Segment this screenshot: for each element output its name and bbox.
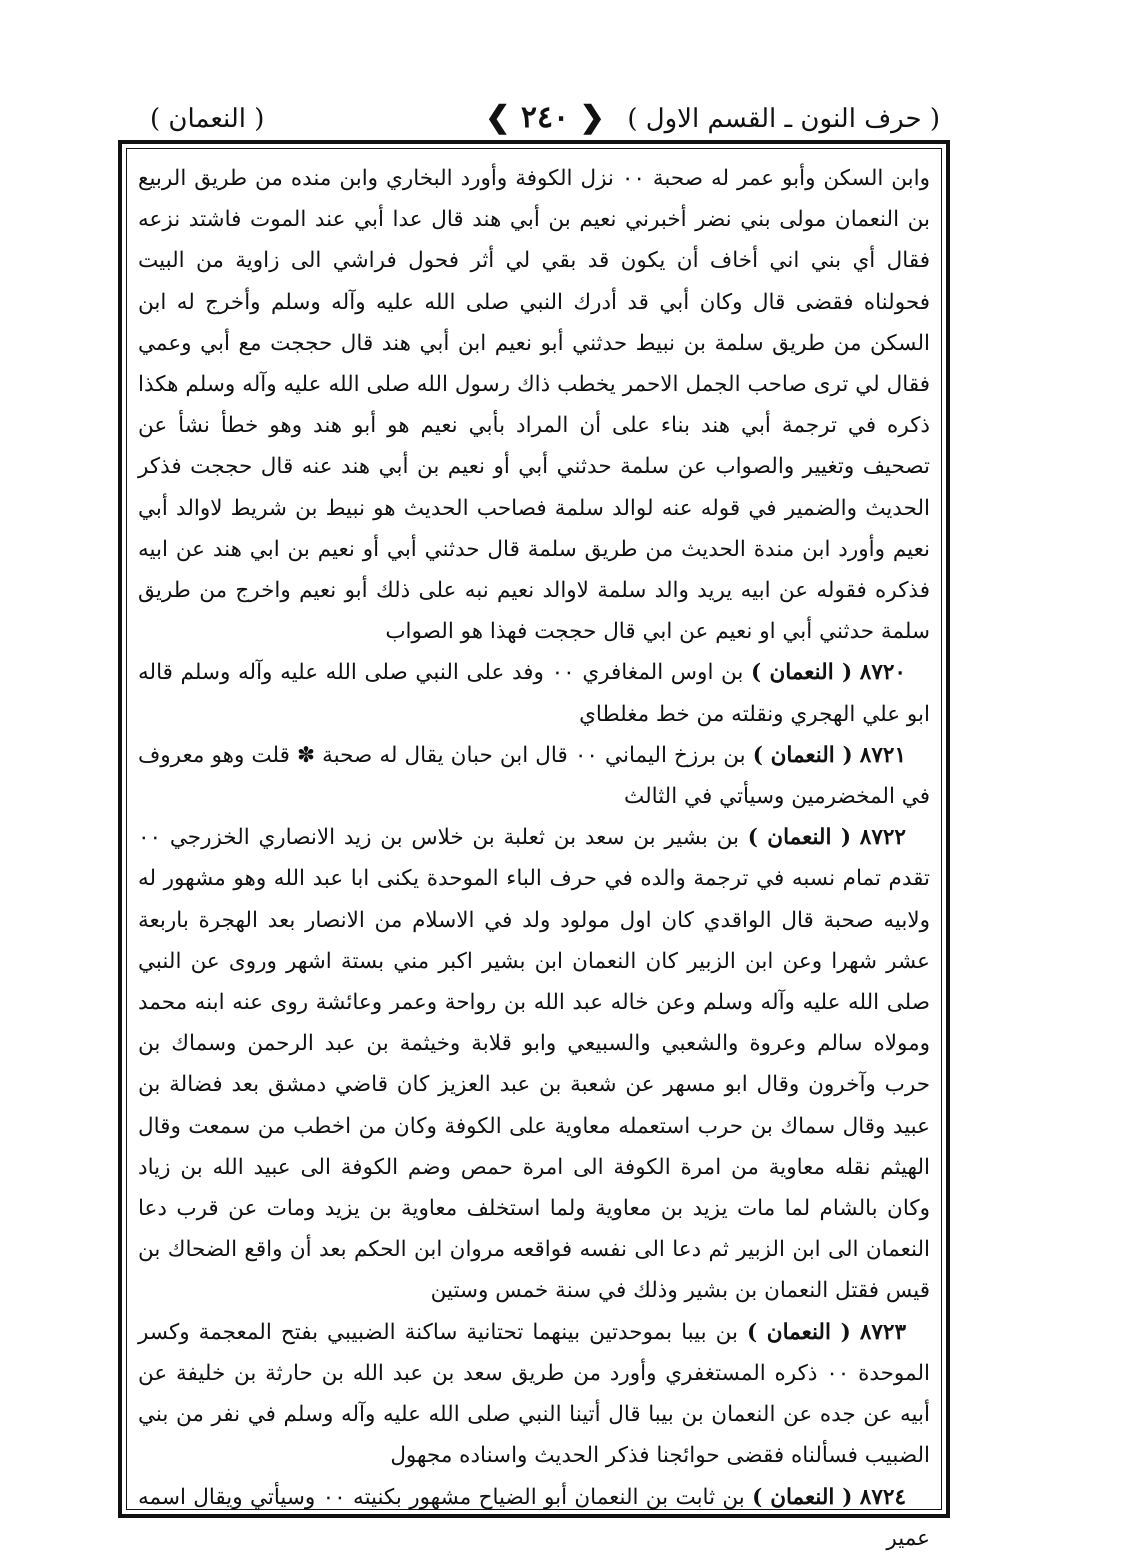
entry-8720 [138, 652, 930, 734]
entry-name: ( النعمان ) [752, 742, 853, 768]
entry-name: ( النعمان ) [751, 660, 853, 686]
page-body [138, 158, 930, 1559]
entry-8724 [138, 1477, 930, 1559]
continuation-paragraph: وابن السكن وأبو عمر له صحبة ٠٠ نزل الكوفة وأورد البخاري وابن منده من طريق الربيع بن النعمان مولى بني نضر أخبرني نعيم بن أبي هند قال عدا أبي عند الموت فاشتد نزعه فقال أي بني اني أخاف أن يكون قد بقي لي أثر فحول فراشي الى زاوية من البيت فحولناه فقضى قال وكان أبي قد أدرك النبي صلى الله عليه وآله وسلم وأخرج له ابن السكن من طريق سلمة بن نبيط حدثني أبو نعيم ابن أبي هند قال حججت مع أبي وعمي فقال لي ترى صاحب الجمل الاحمر يخطب ذاك رسول الله صلى الله عليه وآله وسلم هكذا ذكره في ترجمة أبي هند بناء على أن المراد بأبي نعيم هو أبو هند وهو خطأ نشأ عن تصحيف وتغيير والصواب عن سلمة حدثني أبي أو نعيم بن أبي هند عنه قال حججت فذكر الحديث والضمير في قوله عنه لوالد سلمة فصاحب الحديث هو نبيط بن شريط لاوالد أبي نعيم وأورد ابن مندة الحديث من طريق سلمة قال حدثني أبي أو نعيم بن ابي هند عن ابيه فذكره فقوله عن ابيه يريد والد سلمة لاوالد نعيم نبه على ذلك أبو نعيم واخرج من طريق سلمة حدثني أبي او نعيم عن ابي قال حججت فهذا هو الصواب [138, 166, 931, 645]
entry-number: ٨٧٢٣ [859, 1319, 907, 1345]
entry-8723 [138, 1312, 930, 1477]
entry-text: بن برزخ اليماني ٠٠ قال ابن حبان يقال له صحبة ✽ قلت وهو معروف في المخضرمين وسيأتي في الثالث [138, 742, 930, 810]
entry-name: ( النعمان ) [746, 1319, 851, 1345]
page-header [150, 96, 940, 146]
running-entry-name: ( النعمان ) [150, 104, 265, 134]
entry-name: ( النعمان ) [752, 1484, 853, 1510]
entry-8722 [138, 817, 930, 1311]
page-number: ❮ ٢٤٠ ❯ [485, 100, 605, 135]
entry-text: بن اوس المغافري ٠٠ وفد على النبي صلى الله عليه وآله وسلم قاله ابو علي الهجري ونقلته من خط مغلطاي [138, 660, 930, 727]
entry-text: بن بشير بن سعد بن ثعلبة بن خلاس بن زيد الانصاري الخزرجي ٠٠ تقدم تمام نسبه في ترجمة والده في حرف الباء الموحدة يكنى ابا عبد الله وهو مشهور له ولابيه صحبة قال الواقدي كان اول مولود ولد في الاسلام من الانصار بعد الهجرة باربعة عشر شهرا وعن ابن الزبير كان النعمان ابن بشير اكبر مني بستة اشهر وروى عن النبي صلى الله عليه وآله وسلم وعن خاله عبد الله بن رواحة وعمر وعائشة روى عنه ابنه محمد ومولاه سالم وعروة والشعبي والسبيعي وابو قلابة وخيثمة بن عبد الرحمن وسماك بن حرب وآخرون وقال ابو مسهر عن شعبة بن عبد العزيز كان قاضي دمشق بعد فضالة بن عبيد وقال سماك بن حرب استعمله معاوية على الكوفة وكان من اخطب من سمعت وقال الهيثم نقله معاوية من امرة الكوفة الى امرة حمص وضم الكوفة الى عبيد الله بن زياد وكان بالشام لما مات يزيد بن معاوية ولما استخلف معاوية بن يزيد ومات عن قرب دعا النعمان الى ابن الزبير ثم دعا الى نفسه فواقعه مروان ابن الحكم بعد أن واقع الضحاك بن قيس فقتل النعمان بن بشير وذلك في سنة خمس وستين [138, 825, 930, 1304]
entry-number: ٨٧٢٠ [859, 660, 906, 686]
entry-text: بن بيبا بموحدتين بينهما تحتانية ساكنة الضبيبي بفتح المعجمة وكسر الموحدة ٠٠ ذكره المستغفري وأورد من طريق سعد بن عبد الله بن حارثة بن خليفة عن أبيه عن جده عن النعمان بن بيبا قال أتينا النبي صلى الله عليه وآله وسلم في نفر من بني الضبيب فسألناه فقضى حوائجنا فذكر الحديث واسناده مجهول [138, 1319, 930, 1469]
entry-name: ( النعمان ) [747, 825, 852, 851]
entry-number: ٨٧٢٤ [859, 1484, 906, 1510]
section-title: ( حرف النون ـ القسم الاول ) [627, 104, 940, 134]
entry-8721 [138, 735, 930, 817]
entry-text: بن ثابت بن النعمان أبو الضياح مشهور بكنيته ٠٠ وسيأتي ويقال اسمه عمير [138, 1484, 930, 1551]
entry-number: ٨٧٢١ [859, 742, 906, 768]
entry-number: ٨٧٢٢ [859, 825, 906, 851]
